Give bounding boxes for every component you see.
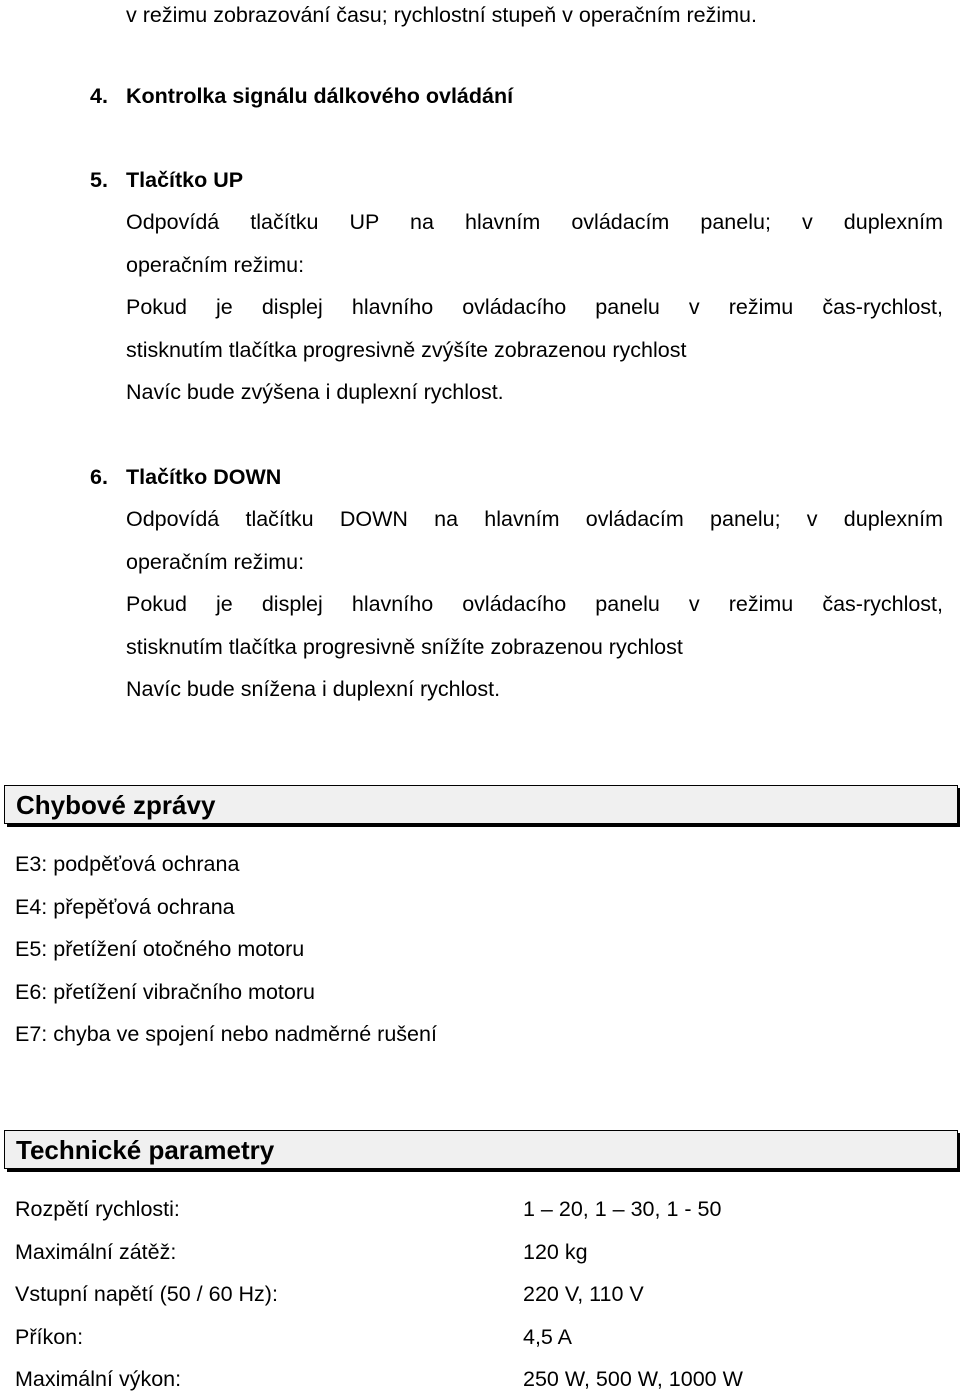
param-label-max-load: Maximální zátěž: (15, 1240, 177, 1264)
item-6-line-3: Pokud je displej hlavního ovládacího panelu v režimu čas-rychlost, (126, 592, 943, 616)
item-6-title: Tlačítko DOWN (126, 465, 282, 489)
param-value-max-load: 120 kg (523, 1240, 588, 1264)
item-5-line-1: Odpovídá tlačítku UP na hlavním ovládacím panelu; v duplexním (126, 210, 943, 234)
error-e5: E5: přetížení otočného motoru (15, 937, 305, 961)
error-e3: E3: podpěťová ochrana (15, 852, 240, 876)
tech-heading-box (4, 1130, 958, 1169)
item-4-number: 4. (90, 84, 108, 108)
item-4-title: Kontrolka signálu dálkového ovládání (126, 84, 514, 108)
tech-heading: Technické parametry (16, 1135, 275, 1165)
errors-heading-box (4, 785, 958, 824)
item-5-line-3: Pokud je displej hlavního ovládacího panelu v režimu čas-rychlost, (126, 295, 943, 319)
item-5-line-2: operačním režimu: (126, 253, 305, 277)
item-5-line-5: Navíc bude zvýšena i duplexní rychlost. (126, 380, 504, 404)
item-5-number: 5. (90, 168, 108, 192)
item-5-line-4: stisknutím tlačítka progresivně zvýšíte zobrazenou rychlost (126, 338, 687, 362)
item-6-line-1: Odpovídá tlačítku DOWN na hlavním ovládacím panelu; v duplexním (126, 507, 943, 531)
error-e4: E4: přepěťová ochrana (15, 895, 235, 919)
param-label-power-input: Příkon: (15, 1325, 84, 1349)
intro-line: v režimu zobrazování času; rychlostní stupeň v operačním režimu. (126, 3, 757, 27)
param-value-input-voltage: 220 V, 110 V (523, 1282, 644, 1306)
item-6-number: 6. (90, 465, 108, 489)
param-value-max-output: 250 W, 500 W, 1000 W (523, 1367, 743, 1391)
item-6-line-4: stisknutím tlačítka progresivně snížíte zobrazenou rychlost (126, 635, 683, 659)
item-6-line-2: operačním režimu: (126, 550, 305, 574)
error-e7: E7: chyba ve spojení nebo nadměrné rušení (15, 1022, 437, 1046)
param-value-power-input: 4,5 A (523, 1325, 573, 1349)
item-6-line-5: Navíc bude snížena i duplexní rychlost. (126, 677, 501, 701)
errors-heading: Chybové zprávy (16, 790, 216, 820)
param-value-speed-range: 1 – 20, 1 – 30, 1 - 50 (523, 1197, 722, 1221)
param-label-input-voltage: Vstupní napětí (50 / 60 Hz): (15, 1282, 278, 1306)
error-e6: E6: přetížení vibračního motoru (15, 980, 315, 1004)
param-label-speed-range: Rozpětí rychlosti: (15, 1197, 180, 1221)
param-label-max-output: Maximální výkon: (15, 1367, 182, 1391)
item-5-title: Tlačítko UP (126, 168, 244, 192)
